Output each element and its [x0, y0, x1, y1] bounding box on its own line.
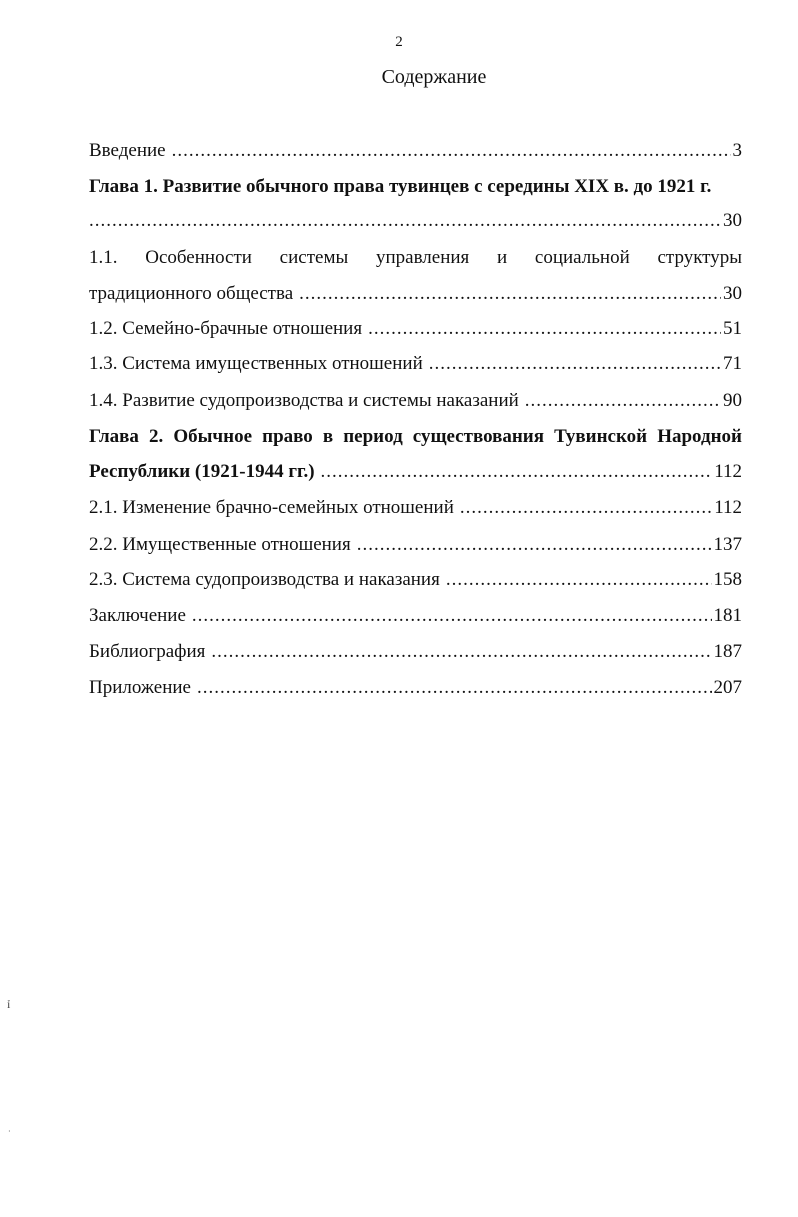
toc-entry-chapter-1[interactable]	[89, 173, 742, 201]
toc-entry-page: 30	[723, 210, 742, 231]
toc-entry-label: 1.4. Развитие судопроизводства и системы наказаний	[89, 390, 519, 411]
toc-entry-page: 207	[713, 677, 742, 698]
toc-entry-page: 30	[723, 283, 742, 304]
toc-entry-section-1-4[interactable]	[89, 387, 742, 415]
leader-dots	[299, 280, 721, 308]
scan-artifact-dot: ·	[8, 1127, 11, 1136]
toc-entry-chapter-1-page-line[interactable]	[89, 207, 742, 235]
toc-entry-section-2-2[interactable]	[89, 531, 742, 559]
toc-entry-page: 90	[723, 390, 742, 411]
toc-entry-page: 187	[713, 641, 742, 662]
toc-entry-section-1-1-page-line[interactable]	[89, 280, 742, 308]
leader-dots	[197, 674, 712, 702]
toc-entry-page: 51	[723, 318, 742, 339]
toc-entry-page: 158	[713, 569, 742, 590]
toc-entry-section-1-3[interactable]	[89, 350, 742, 378]
toc-entry-appendix[interactable]	[89, 674, 742, 702]
toc-entry-label: 1.2. Семейно-брачные отношения	[89, 318, 363, 339]
page-number: 2	[395, 34, 403, 50]
leader-dots	[460, 494, 712, 522]
leader-dots	[446, 566, 712, 594]
leader-dots	[192, 602, 712, 630]
toc-entry-label: 2.1. Изменение брачно-семейных отношений	[89, 497, 454, 518]
toc-entry-page: 137	[713, 534, 742, 555]
toc-entry-label: 1.3. Система имущественных отношений	[89, 353, 423, 374]
toc-entry-chapter-2[interactable]	[89, 423, 742, 451]
toc-entry-label: Глава 2. Обычное право в период существования Тувинской Народной	[89, 426, 742, 447]
toc-entry-label: традиционного общества	[89, 283, 294, 304]
toc-entry-page: 112	[714, 497, 742, 518]
leader-dots	[368, 315, 721, 343]
toc-entry-label: 2.3. Система судопроизводства и наказания	[89, 569, 440, 590]
toc-entry-conclusion[interactable]	[89, 602, 742, 630]
toc-entry-intro[interactable]	[89, 137, 742, 165]
leader-dots	[172, 137, 731, 165]
toc-entry-page: 3	[732, 140, 742, 161]
toc-entry-label: Республики (1921-1944 гг.)	[89, 461, 315, 482]
toc-entry-bibliography[interactable]	[89, 638, 742, 666]
leader-dots	[89, 207, 721, 235]
toc-entry-label: 1.1. Особенности системы управления и социальной структуры	[89, 247, 742, 268]
leader-dots	[211, 638, 711, 666]
toc-entry-page: 181	[713, 605, 742, 626]
leader-dots	[357, 531, 712, 559]
toc-entry-section-2-3[interactable]	[89, 566, 742, 594]
toc-entry-section-1-1[interactable]	[89, 244, 742, 272]
toc-entry-section-1-2[interactable]	[89, 315, 742, 343]
toc-entry-section-2-1[interactable]	[89, 494, 742, 522]
toc-entry-label: Приложение	[89, 677, 191, 698]
toc-entry-label: Глава 1. Развитие обычного права тувинцев с середины XIX в. до 1921 г.	[89, 176, 712, 197]
leader-dots	[429, 350, 721, 378]
toc-entry-label: Библиография	[89, 641, 206, 662]
toc-entry-label: Заключение	[89, 605, 186, 626]
toc-entry-label: 2.2. Имущественные отношения	[89, 534, 351, 555]
toc-entry-chapter-2-page-line[interactable]	[89, 458, 742, 486]
toc-entry-page: 112	[714, 461, 742, 482]
toc-entry-label: Введение	[89, 140, 166, 161]
scan-artifact-mark: ỉ	[7, 997, 11, 1011]
page-title: Содержание	[381, 66, 487, 88]
toc-entry-page: 71	[723, 353, 742, 374]
leader-dots	[525, 387, 721, 415]
leader-dots	[321, 458, 713, 486]
